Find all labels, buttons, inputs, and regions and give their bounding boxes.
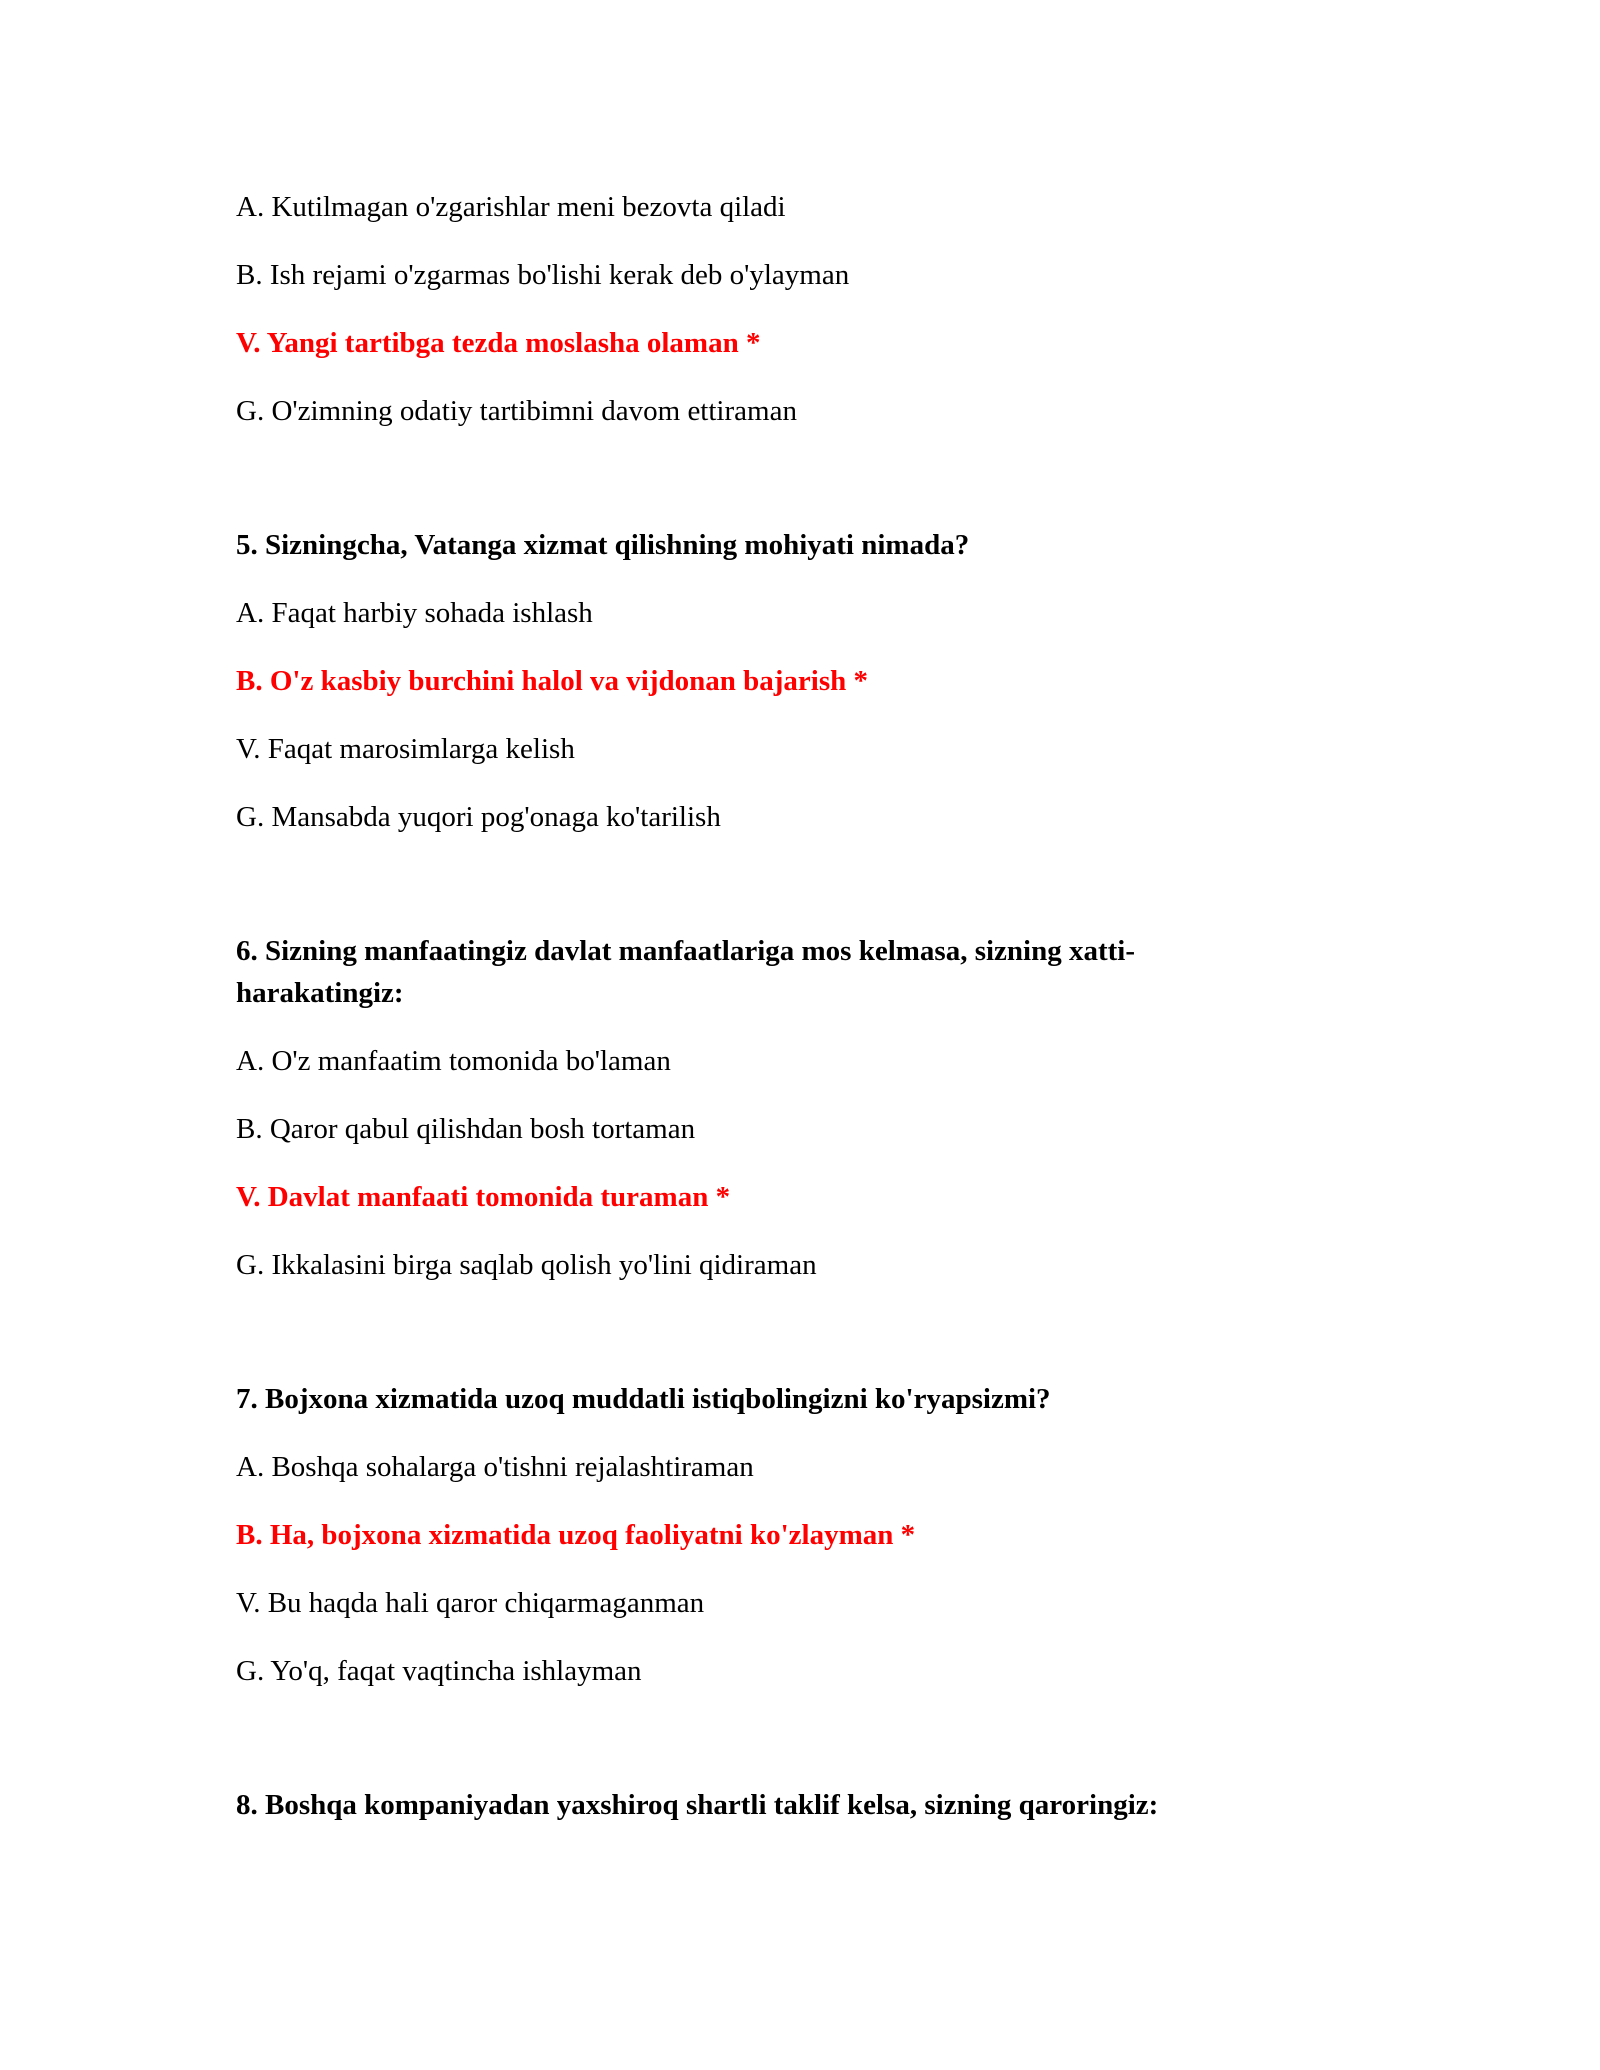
option-6v-correct: V. Davlat manfaati tomonida turaman * — [236, 1181, 731, 1213]
question-8 — [236, 1784, 1276, 1826]
question-8-text: 8. Boshqa kompaniyadan yaxshiroq shartli taklif kelsa, sizning qaroringiz: — [236, 1789, 1159, 1821]
option-4g: G. O'zimning odatiy tartibimni davom ettiraman — [236, 395, 797, 427]
option-4b: B. Ish rejami o'zgarmas bo'lishi kerak deb o'ylayman — [236, 259, 850, 291]
option-6b: B. Qaror qabul qilishdan bosh tortaman — [236, 1113, 696, 1145]
section-gap — [236, 1312, 1276, 1378]
option-5g: G. Mansabda yuqori pog'onaga ko'tarilish — [236, 801, 721, 833]
option-4a: A. Kutilmagan o'zgarishlar meni bezovta qiladi — [236, 191, 786, 223]
question-5-text: 5. Sizningcha, Vatanga xizmat qilishning mohiyati nimada? — [236, 529, 970, 561]
question-4-options — [236, 186, 1276, 432]
question-5 — [236, 524, 1276, 838]
quiz-content — [236, 186, 1276, 1852]
question-6-text — [236, 930, 1276, 1014]
option-6g: G. Ikkalasini birga saqlab qolish yo'lini qidiraman — [236, 1249, 817, 1281]
question-6-line-1: 6. Sizning manfaatingiz davlat manfaatlariga mos kelmasa, sizning xatti- — [236, 935, 1136, 967]
option-5v: V. Faqat marosimlarga kelish — [236, 733, 575, 765]
section-gap — [236, 864, 1276, 930]
question-6 — [236, 930, 1276, 1286]
section-gap — [236, 1718, 1276, 1784]
option-7b-correct: B. Ha, bojxona xizmatida uzoq faoliyatni ko'zlayman * — [236, 1519, 916, 1551]
question-7-text: 7. Bojxona xizmatida uzoq muddatli istiqbolingizni ko'ryapsizmi? — [236, 1383, 1051, 1415]
option-7v: V. Bu haqda hali qaror chiqarmaganman — [236, 1587, 705, 1619]
option-4v-correct: V. Yangi tartibga tezda moslasha olaman * — [236, 327, 761, 359]
option-7a: A. Boshqa sohalarga o'tishni rejalashtiraman — [236, 1451, 754, 1483]
question-6-line-2: harakatingiz: — [236, 977, 404, 1009]
option-6a: A. O'z manfaatim tomonida bo'laman — [236, 1045, 671, 1077]
question-7 — [236, 1378, 1276, 1692]
option-7g: G. Yo'q, faqat vaqtincha ishlayman — [236, 1655, 642, 1687]
option-5a: A. Faqat harbiy sohada ishlash — [236, 597, 593, 629]
section-gap — [236, 458, 1276, 524]
option-5b-correct: B. O'z kasbiy burchini halol va vijdonan bajarish * — [236, 665, 868, 697]
